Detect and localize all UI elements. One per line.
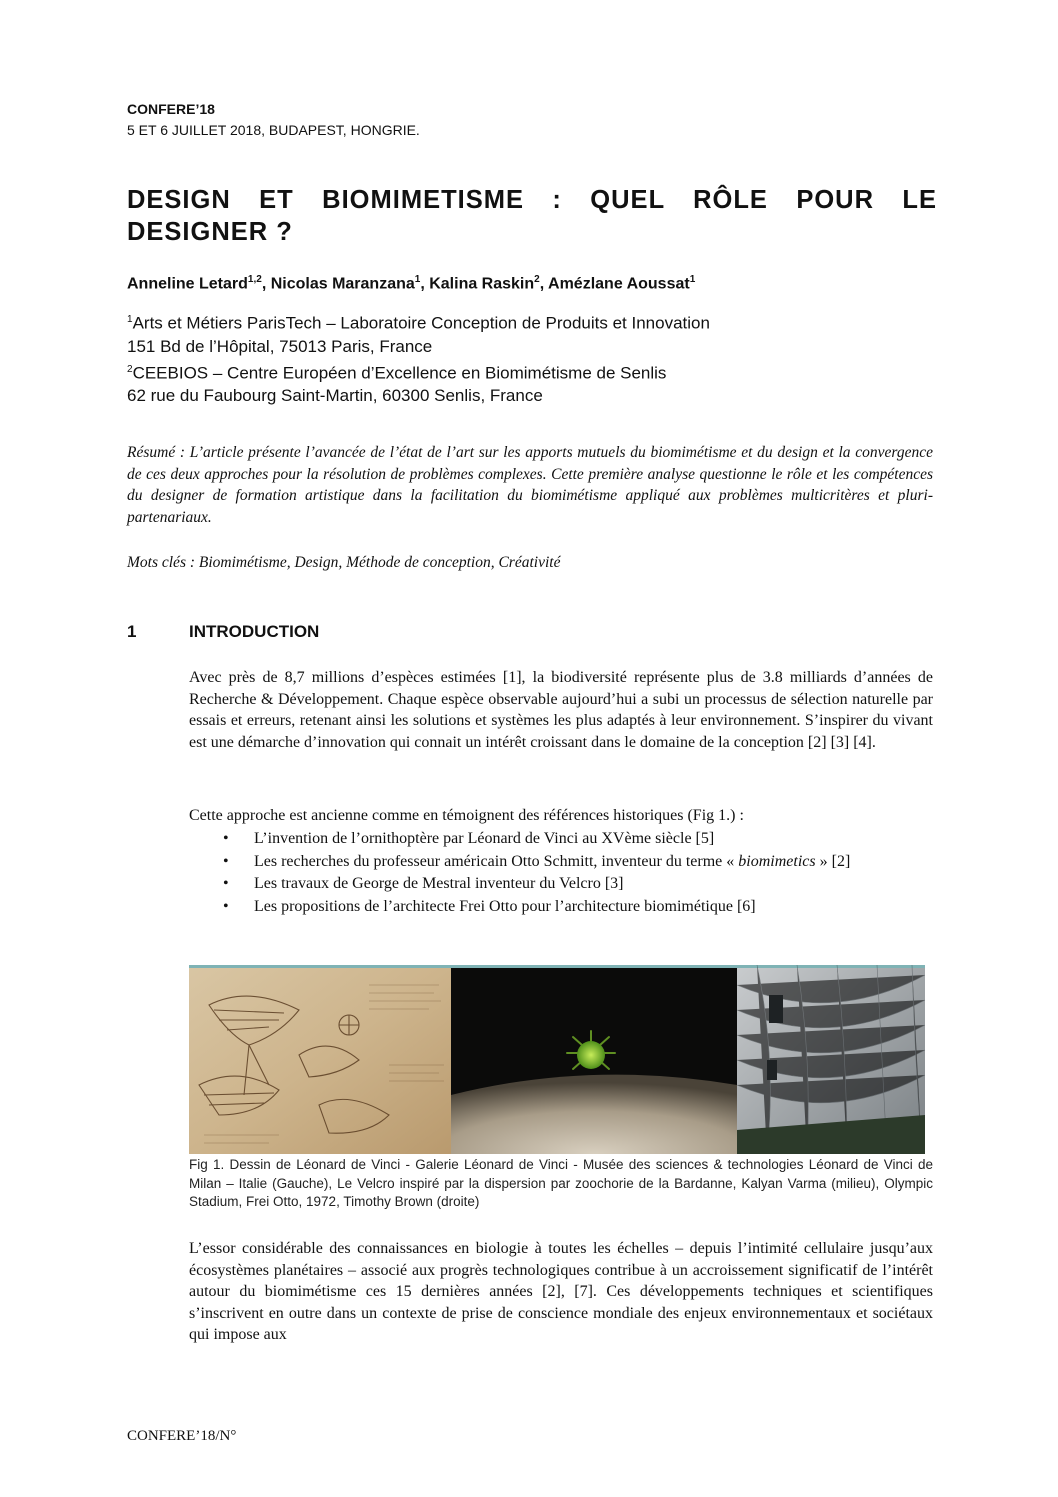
affiliation-2 — [127, 358, 710, 385]
list-item-text: L’invention de l’ornithoptère par Léonard de Vinci au XVème siècle [5] — [254, 830, 715, 847]
intro-paragraph-1: Avec près de 8,7 millions d’espèces estimées [1], la biodiversité représente plus de 3.8 milliards d’années de Recherche & Développement. Chaque espèce observable aujourd’hui a subi un processus de sélection naturelle par essais et erreurs, retenant ainsi les solutions et systèmes les plus adaptés à leur environnement. S’inspirer du vivant est une démarche d’innovation qui connait un intérêt croissant dans le domaine de la conception [2] [3] [4]. — [189, 669, 933, 751]
velcro-burdock-image — [451, 965, 737, 1154]
conference-name: CONFERE’18 — [127, 101, 215, 117]
figure-1-caption: Fig 1. Dessin de Léonard de Vinci - Galerie Léonard de Vinci - Musée des sciences & technologies Léonard de Vinci de Milan – Italie (Gauche), Le Velcro inspiré par la dispersion par zoochorie de la Bardanne, Kalyan Varma (milieu), Olympic Stadium, Frei Otto, 1972, Timothy Brown (droite) — [189, 1157, 933, 1209]
conference-date-place: 5 ET 6 JUILLET 2018, BUDAPEST, HONGRIE. — [127, 122, 420, 138]
bullet-icon: • — [223, 852, 229, 870]
davinci-sketch-image — [189, 965, 451, 1154]
list-item — [189, 873, 933, 895]
figure-1 — [189, 965, 925, 1154]
list-item — [189, 896, 933, 918]
bullet-icon: • — [223, 875, 229, 892]
abstract: Résumé : L’article présente l’avancée de l’état de l’art sur les apports mutuels du biomimétisme et du design et la convergence de ces deux approches pour la résolution de problèmes complexes. Cette première analyse questionne le rôle et les compétences du designer de formation artistique dans la facilitation du biomimétisme appliqué aux problèmes multicritères et pluri-partenariaux. — [127, 444, 933, 526]
emphasized-term: biomimetics — [738, 852, 816, 870]
author-name: Nicolas Maranzana — [270, 275, 415, 293]
affiliation-name: Arts et Métiers ParisTech – Laboratoire Conception de Produits et Innovation — [132, 313, 710, 333]
affiliation-name: CEEBIOS – Centre Européen d’Excellence en Biomimétisme de Senlis — [132, 363, 667, 383]
list-item — [189, 851, 933, 873]
intro-paragraph-3: L’essor considérable des connaissances en biologie à toutes les échelles – depuis l’intimité cellulaire jusqu’aux écosystèmes planétaires – associé aux progrès technologiques contribue à un accroissement significatif de l’intérêt autour du biomimétisme ces 15 dernières années [2], [7]. Ces développements techniques et scientifiques s’inscrivent en outre dans un contexte de prise de conscience mondiale des enjeux environnementaux et sociétaux qui impose aux — [189, 1240, 933, 1343]
author-list — [127, 274, 695, 293]
list-item-text-part: » [2] — [815, 852, 851, 870]
author-affiliation-mark: 1,2 — [247, 274, 262, 285]
bullet-icon: • — [223, 897, 229, 915]
keywords: Mots clés : Biomimétisme, Design, Méthode de conception, Créativité — [127, 554, 561, 571]
author-affiliation-mark: 1 — [414, 274, 421, 285]
affiliation-1-address: 151 Bd de l’Hôpital, 75013 Paris, France — [127, 336, 433, 356]
list-item-text-part: Les recherches du professeur américain Otto Schmitt, inventeur du terme « — [254, 852, 739, 870]
bullet-icon: • — [223, 830, 229, 847]
affiliation-mark: 2 — [127, 363, 133, 375]
page-footer: CONFERE’18/N° — [127, 1428, 237, 1444]
section-number: 1 — [127, 622, 137, 641]
section-title: INTRODUCTION — [189, 622, 320, 641]
historical-references-list — [189, 828, 933, 918]
affiliations — [127, 308, 710, 407]
affiliation-1 — [127, 308, 710, 335]
list-item-text: Les travaux de George de Mestral inventeur du Velcro [3] — [254, 875, 624, 892]
author-separator: , — [539, 275, 549, 293]
list-item-text — [222, 851, 933, 873]
author-name: Amézlane Aoussat — [548, 275, 690, 293]
author-affiliation-mark: 2 — [534, 274, 540, 285]
list-item-text: Les propositions de l’architecte Frei Otto pour l’architecture biomimétique [6] — [254, 897, 756, 915]
author-name: Kalina Raskin — [429, 275, 535, 293]
author-separator: , — [261, 275, 271, 293]
author-affiliation-mark: 1 — [689, 274, 696, 285]
list-item — [189, 828, 933, 850]
affiliation-mark: 1 — [127, 314, 133, 325]
paper-title: DESIGN ET BIOMIMETISME : QUEL RÔLE POUR LE DESIGNER ? — [127, 186, 937, 246]
olympic-stadium-image — [737, 965, 925, 1154]
intro-paragraph-2: Cette approche est ancienne comme en témoignent des références historiques (Fig 1.) : — [189, 807, 744, 824]
author-name: Anneline Letard — [127, 275, 248, 293]
affiliation-2-address: 62 rue du Faubourg Saint-Martin, 60300 Senlis, France — [127, 386, 543, 406]
author-separator: , — [420, 275, 430, 293]
